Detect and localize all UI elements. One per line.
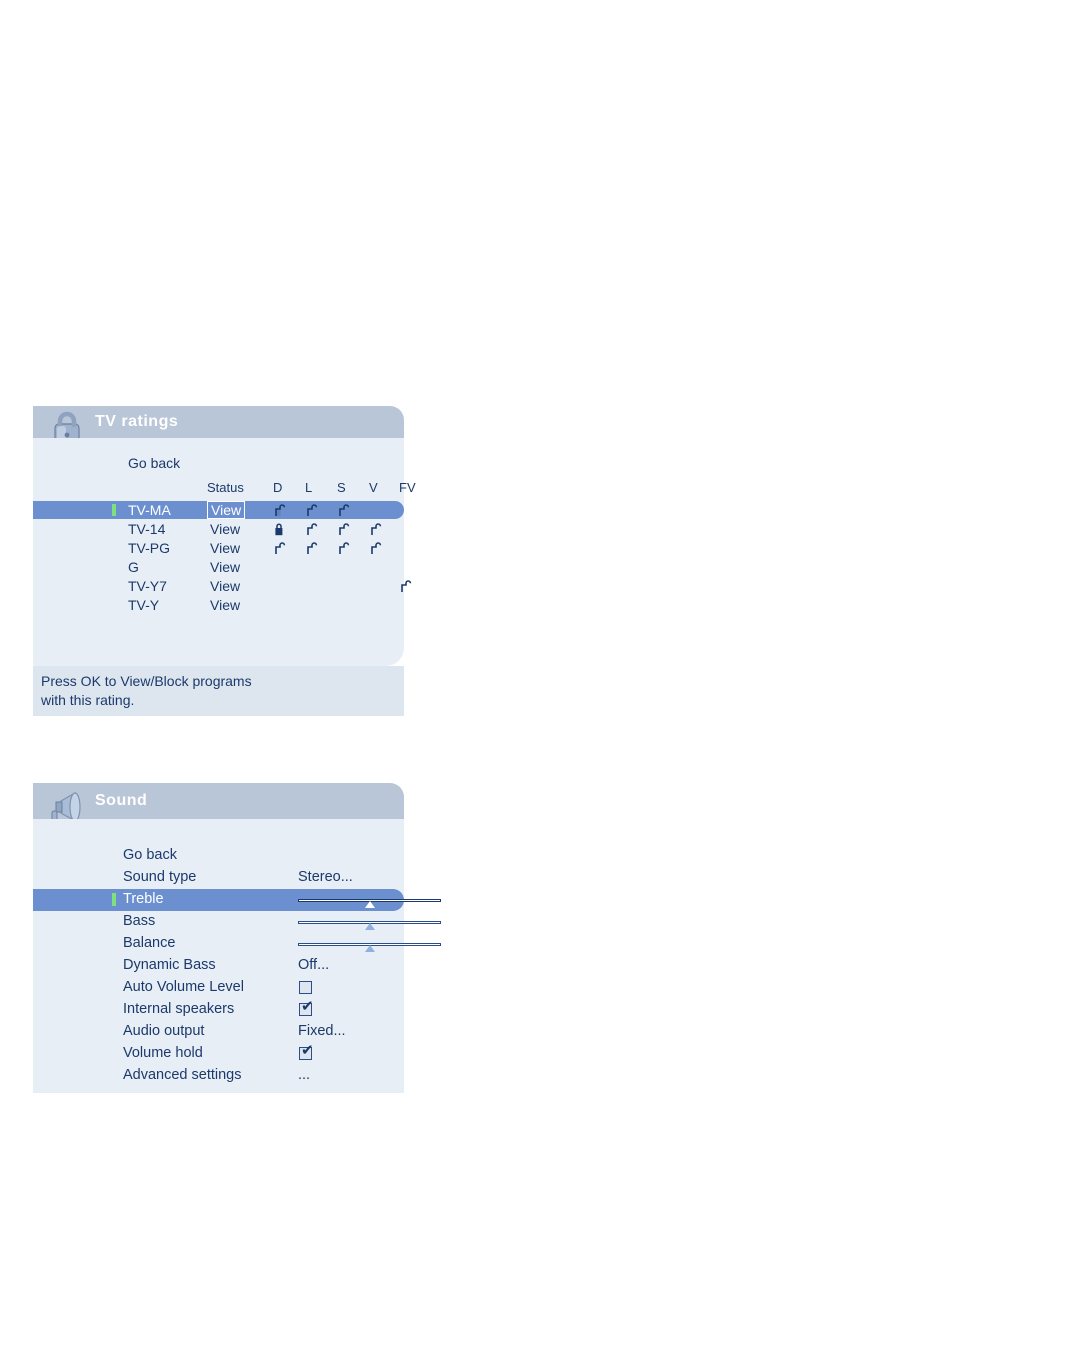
sound-item-bass[interactable] bbox=[33, 911, 404, 933]
tv-ratings-go-back[interactable]: Go back bbox=[128, 455, 181, 471]
sound-item-treble[interactable] bbox=[33, 889, 404, 911]
sound-item-advanced-settings[interactable] bbox=[33, 1065, 404, 1087]
volume-hold-checkbox[interactable] bbox=[299, 1042, 314, 1060]
sound-item-label: Dynamic Bass bbox=[123, 957, 216, 973]
rating-name: TV-Y7 bbox=[128, 578, 167, 594]
column-header-d: D bbox=[273, 480, 283, 495]
rating-status[interactable]: View bbox=[210, 559, 241, 575]
sound-item-auto-volume-level[interactable] bbox=[33, 977, 404, 999]
treble-slider[interactable] bbox=[298, 897, 441, 904]
rating-status[interactable]: View bbox=[210, 521, 241, 537]
lock-open-icon[interactable] bbox=[399, 580, 412, 593]
rating-name: TV-PG bbox=[128, 540, 171, 556]
sound-panel bbox=[33, 783, 404, 1093]
tv-ratings-titlebar bbox=[33, 406, 404, 438]
column-header-status: Status bbox=[207, 480, 244, 495]
sound-item-label: Volume hold bbox=[123, 1045, 203, 1061]
lock-open-icon[interactable] bbox=[273, 504, 286, 517]
column-header-fv: FV bbox=[399, 480, 416, 495]
rating-status[interactable]: View bbox=[210, 597, 241, 613]
rating-name: TV-Y bbox=[128, 597, 160, 613]
table-row[interactable] bbox=[33, 539, 404, 557]
sound-item-sound-type[interactable] bbox=[33, 867, 404, 889]
sound-item-label: Advanced settings bbox=[123, 1067, 242, 1083]
lock-open-icon[interactable] bbox=[369, 523, 382, 536]
rating-name: G bbox=[128, 559, 139, 575]
table-row[interactable] bbox=[33, 520, 404, 538]
slider-thumb[interactable] bbox=[365, 923, 375, 930]
check-icon: ✔ bbox=[301, 998, 314, 1015]
balance-slider[interactable] bbox=[298, 941, 441, 948]
column-header-l: L bbox=[305, 480, 313, 495]
sound-item-label: Auto Volume Level bbox=[123, 979, 244, 995]
sound-item-label: Treble bbox=[123, 891, 164, 907]
rating-status[interactable]: View bbox=[207, 501, 245, 519]
lock-open-icon[interactable] bbox=[369, 542, 382, 555]
sound-item-audio-output[interactable] bbox=[33, 1021, 404, 1043]
internal-speakers-checkbox[interactable] bbox=[299, 998, 314, 1016]
slider-thumb[interactable] bbox=[365, 901, 375, 908]
tv-ratings-panel bbox=[33, 406, 416, 716]
lock-open-icon[interactable] bbox=[273, 542, 286, 555]
lock-open-icon[interactable] bbox=[305, 523, 318, 536]
lock-open-icon[interactable] bbox=[337, 542, 350, 555]
lock-open-icon[interactable] bbox=[305, 542, 318, 555]
sound-item-value: Fixed... bbox=[298, 1023, 346, 1039]
tv-ratings-help-text bbox=[33, 666, 404, 716]
help-line-2: with this rating. bbox=[41, 692, 135, 708]
sound-item-go-back[interactable] bbox=[33, 845, 404, 867]
sound-item-label: Balance bbox=[123, 935, 176, 951]
rating-name: TV-MA bbox=[128, 502, 171, 518]
rating-name: TV-14 bbox=[128, 521, 166, 537]
selection-marker bbox=[112, 893, 116, 906]
sound-item-label: Sound type bbox=[123, 869, 197, 885]
column-header-s: S bbox=[337, 480, 346, 495]
sound-title: Sound bbox=[95, 792, 148, 809]
tv-ratings-title: TV ratings bbox=[95, 413, 179, 430]
lock-closed-icon[interactable] bbox=[273, 523, 286, 536]
sound-item-label: Audio output bbox=[123, 1023, 205, 1039]
sound-item-value: Off... bbox=[298, 957, 330, 973]
table-row[interactable] bbox=[33, 577, 404, 595]
sound-item-value: Stereo... bbox=[298, 869, 353, 885]
auto-volume-level-checkbox[interactable] bbox=[299, 981, 312, 994]
tv-ratings-column-headers bbox=[33, 480, 416, 499]
tv-ratings-body bbox=[33, 438, 416, 666]
table-row[interactable] bbox=[33, 596, 404, 614]
sound-item-volume-hold[interactable] bbox=[33, 1043, 404, 1065]
selection-marker bbox=[112, 504, 116, 516]
table-row[interactable] bbox=[33, 501, 404, 519]
column-header-v: V bbox=[369, 480, 378, 495]
check-icon: ✔ bbox=[301, 1042, 314, 1059]
bass-slider[interactable] bbox=[298, 919, 441, 926]
help-line-1: Press OK to View/Block programs bbox=[41, 673, 252, 689]
sound-item-dynamic-bass[interactable] bbox=[33, 955, 404, 977]
table-row[interactable] bbox=[33, 558, 404, 576]
rating-status[interactable]: View bbox=[210, 540, 241, 556]
sound-item-value: ... bbox=[298, 1067, 311, 1083]
sound-item-label: Internal speakers bbox=[123, 1001, 235, 1017]
sound-item-internal-speakers[interactable] bbox=[33, 999, 404, 1021]
sound-item-balance[interactable] bbox=[33, 933, 404, 955]
rating-status[interactable]: View bbox=[210, 578, 241, 594]
sound-item-label: Go back bbox=[123, 847, 177, 863]
lock-open-icon[interactable] bbox=[337, 504, 350, 517]
lock-open-icon[interactable] bbox=[337, 523, 350, 536]
sound-titlebar bbox=[33, 783, 404, 819]
sound-item-label: Bass bbox=[123, 913, 156, 929]
lock-open-icon[interactable] bbox=[305, 504, 318, 517]
slider-thumb[interactable] bbox=[365, 945, 375, 952]
sound-body bbox=[33, 819, 404, 1093]
